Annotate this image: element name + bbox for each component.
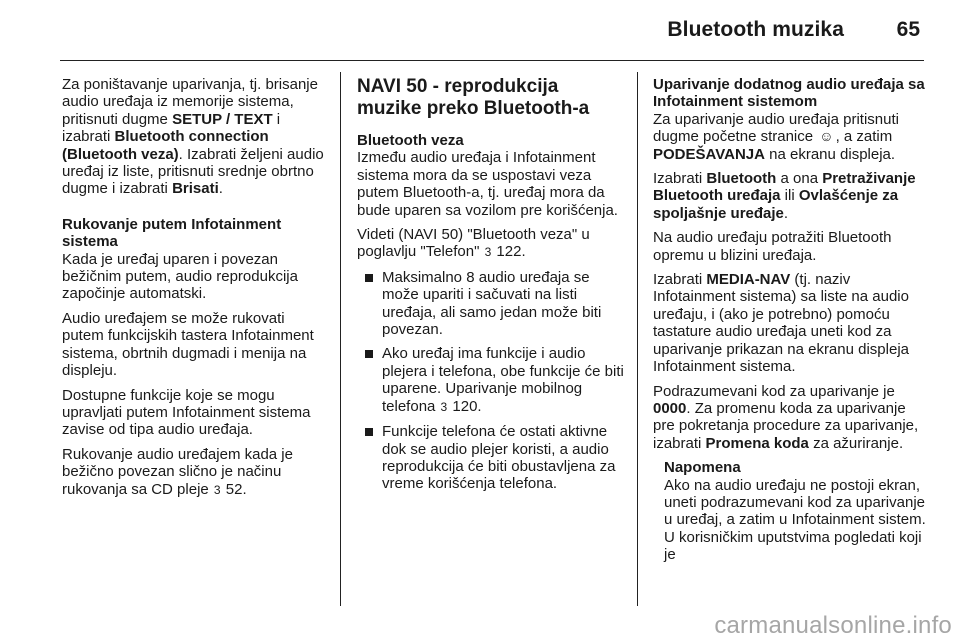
list-item: Ako uređaj ima funkcije i audio plejera i telefona, obe funkcije će biti uparene. Uparivanje mobilnog telefona 3 120. — [365, 345, 625, 416]
paragraph-home-button: Za uparivanje audio uređaja pritisnuti dugme početne stranice ☺ , a zatim PODEŠAVANJA na ekranu displeja. — [653, 110, 899, 163]
column-2 — [357, 76, 625, 500]
note-box — [664, 459, 928, 563]
page-reference-arrow-icon: 3 — [440, 399, 448, 414]
paragraph-cd-reference: Rukovanje audio uređajem kada je bežično povezan slično je načinu rukovanja sa CD pleje 3 52. — [62, 445, 293, 498]
page-reference-arrow-icon: 3 — [213, 482, 221, 497]
header-title: Bluetooth muzika — [667, 18, 844, 41]
page-number: 65 — [896, 18, 920, 41]
home-icon: ☺ — [819, 128, 834, 145]
section-heading-bluetooth-connection: Bluetooth veza — [357, 132, 464, 149]
bullet-square-icon — [365, 350, 373, 358]
column-1 — [62, 76, 330, 506]
paragraph-media-nav: Izabrati MEDIA-NAV (tj. naziv Infotainment sistema) sa liste na audio uređaju, i (ako je potrebno) pomoću tastature audio uređaja uneti kod za uparivanje prikazan na ekranu displeja Infotainment sistema. — [653, 271, 909, 376]
paragraph-search-device: Na audio uređaju potražiti Bluetooth opremu u blizini uređaja. — [653, 229, 892, 264]
paragraph-auto-play: Kada je uređaj uparen i povezan bežičnim putem, audio reprodukcija započinje automatski. — [62, 250, 298, 303]
column-3 — [653, 76, 928, 571]
unpair-paragraph: Za poništavanje uparivanja, tj. brisanje audio uređaja iz memorije sistema, pritisnuti dugme SETUP / TEXT i izabrati Bluetooth connection (Bluetooth veza). Izabrati željeni audio uređaj iz liste, pritisnuti srednje obrtno dugme i izabrati Brisati. — [62, 76, 324, 198]
column-divider-2 — [637, 72, 638, 606]
header-divider — [60, 60, 924, 61]
paragraph-phone-reference: Videti (NAVI 50) "Bluetooth veza" u poglavlju "Telefon" 3 122. — [357, 226, 590, 261]
paragraph-default-code: Podrazumevani kod za uparivanje je 0000. Za promenu koda za uparivanje pre pokretanja procedure za uparivanje, izabrati Promena koda za ažuriranje. — [653, 382, 919, 452]
paragraph-select-bluetooth: Izabrati Bluetooth a ona Pretraživanje Bluetooth uređaja ili Ovlašćenje za spoljašnje uređaje. — [653, 170, 916, 222]
list-item: Funkcije telefona će ostati aktivne dok se audio plejer koristi, a audio reprodukcija će biti obustavljena za vreme korišćenja telefona. — [365, 423, 625, 493]
page-link[interactable]: 122. — [496, 243, 526, 261]
list-item: Maksimalno 8 audio uređaja se može upariti i sačuvati na listi uređaja, ali samo jedan može biti povezan. — [365, 269, 625, 339]
bullet-square-icon — [365, 428, 373, 436]
section-title-navi50: NAVI 50 - reprodukcija muzike preko Bluetooth-a — [357, 76, 590, 119]
note-text: Ako na audio uređaju ne postoji ekran, uneti podrazumevani kod za uparivanje u uređaj, a zatim u Infotainment sistem. U korisničkim uputstvima pogledati koji je — [664, 476, 926, 564]
bullet-list — [357, 269, 625, 493]
note-title: Napomena — [664, 459, 741, 477]
section-heading-infotainment: Rukovanje putem Infotainment sistema — [62, 215, 282, 251]
paragraph-connection: Između audio uređaja i Infotainment sistema mora da se uspostavi veza putem Bluetooth-a, tj. uređaj mora da bude uparen sa vozilom pre korišćenja. — [357, 149, 618, 219]
page-reference-arrow-icon: 3 — [484, 245, 492, 260]
page-link[interactable]: 120. — [452, 397, 482, 415]
section-heading-pairing: Uparivanje dodatnog audio uređaja sa Infotainment sistemom — [653, 76, 925, 111]
watermark: carmanualsonline.info — [714, 612, 952, 639]
paragraph-controls: Audio uređajem se može rukovati putem funkcijskih tastera Infotainment sistema, obrtnih dugmadi i menija na displeju. — [62, 309, 314, 380]
bullet-square-icon — [365, 274, 373, 282]
page-link[interactable]: 52. — [225, 480, 247, 498]
page-header — [0, 0, 960, 62]
column-divider-1 — [340, 72, 341, 606]
paragraph-functions: Dostupne funkcije koje se mogu upravljati putem Infotainment sistema zavise od tipa audio uređaja. — [62, 386, 311, 439]
